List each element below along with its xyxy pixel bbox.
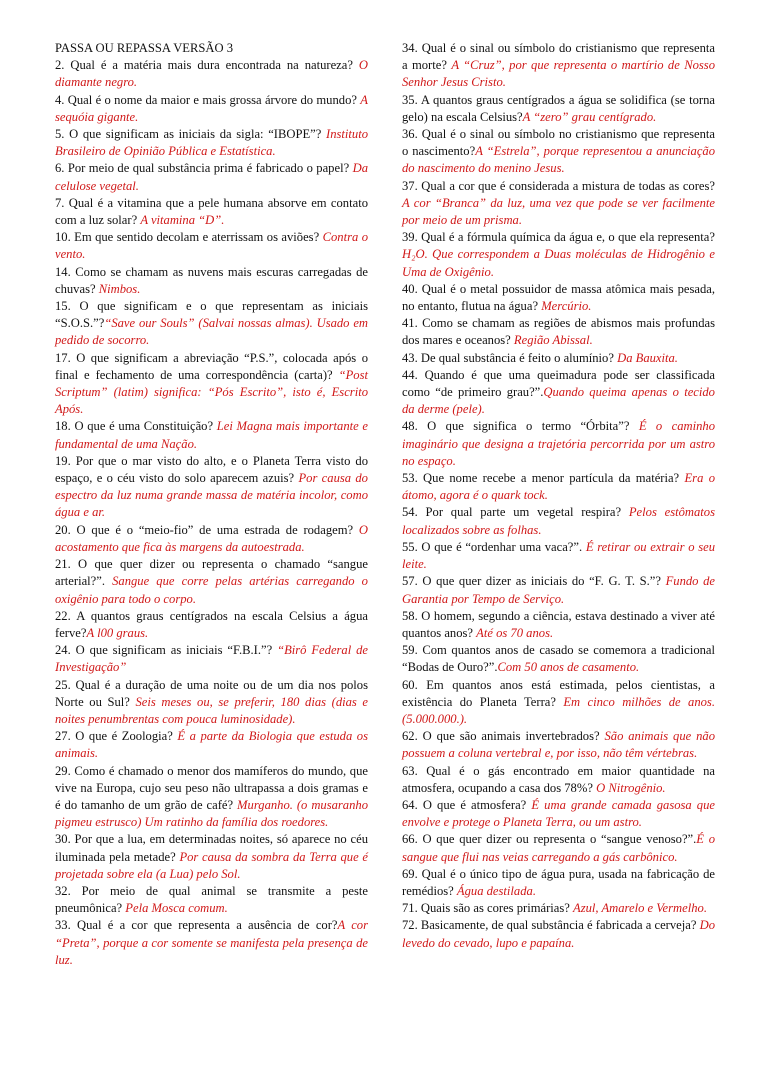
- answer-text: É retirar ou extrair o seu leite.: [402, 539, 715, 572]
- answer-text: Em cinco milhões de anos. (5.000.000.).: [402, 694, 715, 726]
- question-text: 37. Qual a cor que é considerada a mistura de todas as cores?: [402, 178, 715, 193]
- answer-text: Pelos estômatos localizados sobre as folhas.: [402, 505, 715, 537]
- right-qa-list: [402, 40, 715, 952]
- question-text: 20. O que é o “meio-fio” de uma estrada de rodagem?: [55, 522, 359, 537]
- answer-text: O Nitrogênio.: [596, 780, 666, 795]
- qa-item: [402, 126, 715, 178]
- qa-item: [55, 229, 368, 263]
- qa-item: [55, 917, 368, 969]
- question-text: 27. O que é Zoologia?: [55, 729, 178, 744]
- question-text: 43. De qual substância é feito o alumínio?: [402, 350, 618, 365]
- qa-item: [402, 900, 715, 917]
- question-text: 59. Com quantos anos de casado se comemora a tradicional “Bodas de Ouro?”.: [402, 643, 715, 675]
- qa-item: [55, 92, 368, 126]
- qa-item: [55, 608, 368, 642]
- qa-item: [55, 728, 368, 762]
- qa-item: [402, 728, 715, 762]
- answer-text: Da Bauxita.: [617, 350, 678, 365]
- qa-item: [402, 229, 715, 281]
- answer-text: A cor “Preta”, porque a cor somente se manifesta pela presença de luz.: [55, 918, 368, 967]
- question-text: 60. Em quantos anos está estimada, pelos cientistas, a existência do Planeta Terra?: [402, 677, 715, 709]
- question-text: 25. Qual é a duração de uma noite ou de um dia nos polos Norte ou Sul?: [55, 677, 368, 709]
- qa-item: [55, 298, 368, 350]
- answer-text: Fundo de Garantia por Tempo de Serviço.: [402, 574, 715, 606]
- question-text: 62. O que são animais invertebrados?: [402, 729, 605, 744]
- question-text: 40. Qual é o metal possuidor de massa atômica mais pesada, no entanto, flutua na água?: [402, 281, 715, 314]
- qa-item: [55, 264, 368, 298]
- answer-text: Por causa do espectro da luz numa grande massa de matéria incolor, como água e ar.: [55, 471, 368, 520]
- question-text: 35. A quantos graus centígrados a água se solidifica (se torna gelo) na escala Celsius?: [402, 92, 715, 124]
- answer-text: Sangue que corre pelas artérias carregando o oxigênio para todo o corpo.: [55, 574, 368, 606]
- answer-text: Quando queima apenas o tecido da derme (pele).: [402, 385, 715, 417]
- qa-item: [55, 195, 368, 229]
- answer-text: Por causa da sombra da Terra que é projetada sobre ela (a Lua) pelo Sol.: [55, 849, 368, 881]
- answer-text: Era o átomo, agora é o quark tock.: [402, 471, 715, 503]
- answer-text: Com 50 anos de casamento.: [497, 660, 640, 675]
- qa-item: [402, 281, 715, 315]
- qa-item: [55, 522, 368, 556]
- question-text: 4. Qual é o nome da maior e mais grossa árvore do mundo?: [55, 92, 361, 107]
- question-text: 29. Como é chamado o menor dos mamíferos do mundo, que vive na Europa, cujo seu peso não ultrapassa a dois gramas e é do tamanho de um grão de café?: [55, 763, 368, 812]
- answer-text: Região Abissal.: [513, 333, 593, 348]
- qa-item: [402, 608, 715, 642]
- question-text: 14. Como se chamam as nuvens mais escuras carregadas de chuvas?: [55, 264, 368, 296]
- question-text: 5. O que significam as iniciais da sigla: “IBOPE”?: [55, 127, 327, 142]
- left-qa-list: [55, 57, 368, 969]
- qa-item: [402, 539, 715, 573]
- question-text: 36. Qual é o sinal ou símbolo no cristianismo que representa o nascimento?: [402, 127, 715, 159]
- question-text: 53. Que nome recebe a menor partícula da matéria?: [402, 471, 685, 486]
- answer-text: Da celulose vegetal.: [55, 161, 368, 193]
- qa-item: [402, 917, 715, 951]
- answer-text: Contra o vento.: [55, 230, 369, 262]
- answer-text: A l00 graus.: [86, 625, 149, 640]
- question-text: 24. O que significam as iniciais “F.B.I.”?: [55, 643, 278, 658]
- question-text: 22. A quantos graus centígrados na escala Celsius a água ferve?: [55, 608, 368, 640]
- question-text: 39. Qual é a fórmula química da água e, o que ela representa?: [402, 230, 715, 245]
- answer-text: A vitamina “D”.: [140, 213, 225, 228]
- answer-text: O acostamento que fica às margens da autoestrada.: [55, 522, 368, 554]
- question-text: 48. O que significa o termo “Órbita”?: [402, 419, 639, 434]
- qa-item: [55, 350, 368, 419]
- question-text: 63. Qual é o gás encontrado em maior quantidade na atmosfera, ocupando a casa dos 78%?: [402, 763, 715, 795]
- question-text: 15. O que significam e o que representam as iniciais “S.O.S.”?: [55, 299, 368, 331]
- answer-text: São animais que não possuem a coluna vertebral e, por isso, não têm vértebras.: [402, 729, 715, 761]
- question-text: 41. Como se chamam as regiões de abismos mais profundas dos mares e oceanos?: [402, 316, 715, 348]
- question-text: 66. O que quer dizer ou representa o “sangue venoso?”.: [402, 832, 697, 847]
- qa-item: [402, 642, 715, 676]
- question-text: 44. Quando é que uma queimadura pode ser classificada como “de primeiro grau?”.: [402, 367, 715, 400]
- answer-text: A “zero” grau centígrado.: [522, 109, 657, 124]
- answer-text: H₂O. Que correspondem a Duas moléculas de Hidrogênio e Uma de Oxigênio.: [402, 247, 715, 279]
- answer-text: A “Cruz”, por que representa o martírio de Nosso Senhor Jesus Cristo.: [402, 58, 715, 90]
- question-text: 6. Por meio de qual substância prima é fabricado o papel?: [55, 161, 353, 176]
- qa-item: [402, 367, 715, 419]
- qa-item: [402, 831, 715, 865]
- qa-item: [55, 160, 368, 194]
- qa-item: [55, 556, 368, 608]
- answer-text: É uma grande camada gasosa que envolve e protege o Planeta Terra, ou um astro.: [402, 797, 715, 830]
- answer-text: Azul, Amarelo e Vermelho.: [573, 901, 707, 916]
- qa-item: [55, 763, 368, 832]
- qa-item: [402, 763, 715, 797]
- qa-item: [55, 418, 368, 452]
- question-text: 69. Qual é o único tipo de água pura, usada na fabricação de remédios?: [402, 866, 715, 898]
- page-title: PASSA OU REPASSA VERSÃO 3: [55, 41, 234, 55]
- qa-item: [402, 677, 715, 729]
- question-text: 30. Por que a lua, em determinadas noites, só aparece no céu iluminada pela metade?: [55, 832, 368, 864]
- answer-text: Lei Magna mais importante e fundamental de uma Nação.: [55, 419, 368, 451]
- qa-item: [402, 178, 715, 230]
- qa-item: [402, 504, 715, 538]
- right-column: [402, 40, 715, 952]
- qa-item: [55, 883, 368, 917]
- qa-item: [402, 797, 715, 831]
- answer-text: O diamante negro.: [55, 58, 368, 90]
- question-text: 21. O que quer dizer ou representa o chamado “sangue arterial?”.: [55, 557, 368, 589]
- qa-item: [402, 470, 715, 504]
- answer-text: Seis meses ou, se preferir, 180 dias (dias e noites penumbrentas com pouca luminosidade).: [55, 694, 368, 726]
- question-text: 2. Qual é a matéria mais dura encontrada na natureza?: [55, 58, 359, 73]
- question-text: 19. Por que o mar visto do alto, e o Planeta Terra visto do espaço, e o céu visto do solo aparecem azuis?: [55, 453, 368, 486]
- answer-text: A cor “Branca” da luz, uma vez que pode se ver facilmente por meio de um prisma.: [402, 195, 715, 228]
- qa-item: [55, 642, 368, 676]
- answer-text: A “Estrela”, porque representou a anunciação do nascimento do menino Jesus.: [402, 144, 716, 176]
- qa-item: [402, 866, 715, 900]
- question-text: 32. Por meio de qual animal se transmite a peste pneumônica?: [55, 883, 368, 916]
- question-text: 7. Qual é a vitamina que a pele humana absorve em contato com a luz solar?: [55, 195, 368, 228]
- question-text: 72. Basicamente, de qual substância é fabricada a cerveja?: [402, 918, 700, 933]
- qa-item: [402, 350, 715, 367]
- question-text: 10. Em que sentido decolam e aterrissam os aviões?: [55, 230, 323, 245]
- answer-text: É a parte da Biologia que estuda os animais.: [55, 729, 368, 761]
- answer-text: “Save our Souls” (Salvai nossas almas). Usado em pedido de socorro.: [55, 316, 368, 348]
- answer-text: Murganho. (o musaranho pigmeu estrusco) Um ratinho da família dos roedores.: [55, 797, 368, 830]
- qa-item: [402, 40, 715, 92]
- qa-item: [55, 453, 368, 522]
- question-text: 57. O que quer dizer as iniciais do “F. G. T. S.”?: [402, 574, 666, 589]
- left-column: [55, 40, 368, 969]
- answer-text: Do levedo do cevado, lupo e papaína.: [402, 918, 715, 950]
- question-text: 34. Qual é o sinal ou símbolo do cristianismo que representa a morte?: [402, 41, 715, 73]
- answer-text: Nimbos.: [98, 281, 141, 296]
- qa-item: [55, 831, 368, 883]
- qa-item: [55, 57, 368, 91]
- qa-item: [55, 126, 368, 160]
- question-text: 58. O homem, segundo a ciência, estava destinado a viver até quantos anos?: [402, 608, 715, 640]
- answer-text: “Post Scriptum” (latim) significa: “Pós Escrito”, isto é, Escrito Após.: [55, 367, 368, 417]
- answer-text: Instituto Brasileiro de Opinião Pública e Estatística.: [55, 127, 368, 159]
- answer-text: A sequóia gigante.: [55, 92, 368, 124]
- question-text: 55. O que é “ordenhar uma vaca?”.: [402, 539, 586, 554]
- question-text: 64. O que é atmosfera?: [402, 797, 532, 812]
- question-text: 54. Por qual parte um vegetal respira?: [402, 505, 629, 520]
- answer-text: “Birô Federal de Investigação”: [55, 643, 369, 675]
- qa-item: [402, 573, 715, 607]
- question-text: 18. O que é uma Constituição?: [55, 419, 217, 434]
- answer-text: É o sangue que flui nas veias carregando a gás carbônico.: [402, 832, 715, 864]
- question-text: 17. O que significam a abreviação “P.S.”, colocada após o final e fechamento de uma correspondência (carta)?: [55, 350, 368, 382]
- qa-item: [402, 315, 715, 349]
- qa-item: [402, 418, 715, 470]
- answer-text: Pela Mosca comum.: [125, 901, 228, 916]
- qa-item: [402, 92, 715, 126]
- qa-item: [55, 677, 368, 729]
- answer-text: Mercúrio.: [541, 299, 592, 314]
- question-text: 71. Quais são as cores primárias?: [402, 901, 574, 916]
- question-text: 33. Qual é a cor que representa a ausência de cor?: [55, 918, 338, 933]
- answer-text: Até os 70 anos.: [476, 625, 554, 640]
- answer-text: É o caminho imaginário que designa a trajetória percorrida por um astro no espaço.: [402, 419, 715, 468]
- answer-text: Água destilada.: [456, 883, 536, 898]
